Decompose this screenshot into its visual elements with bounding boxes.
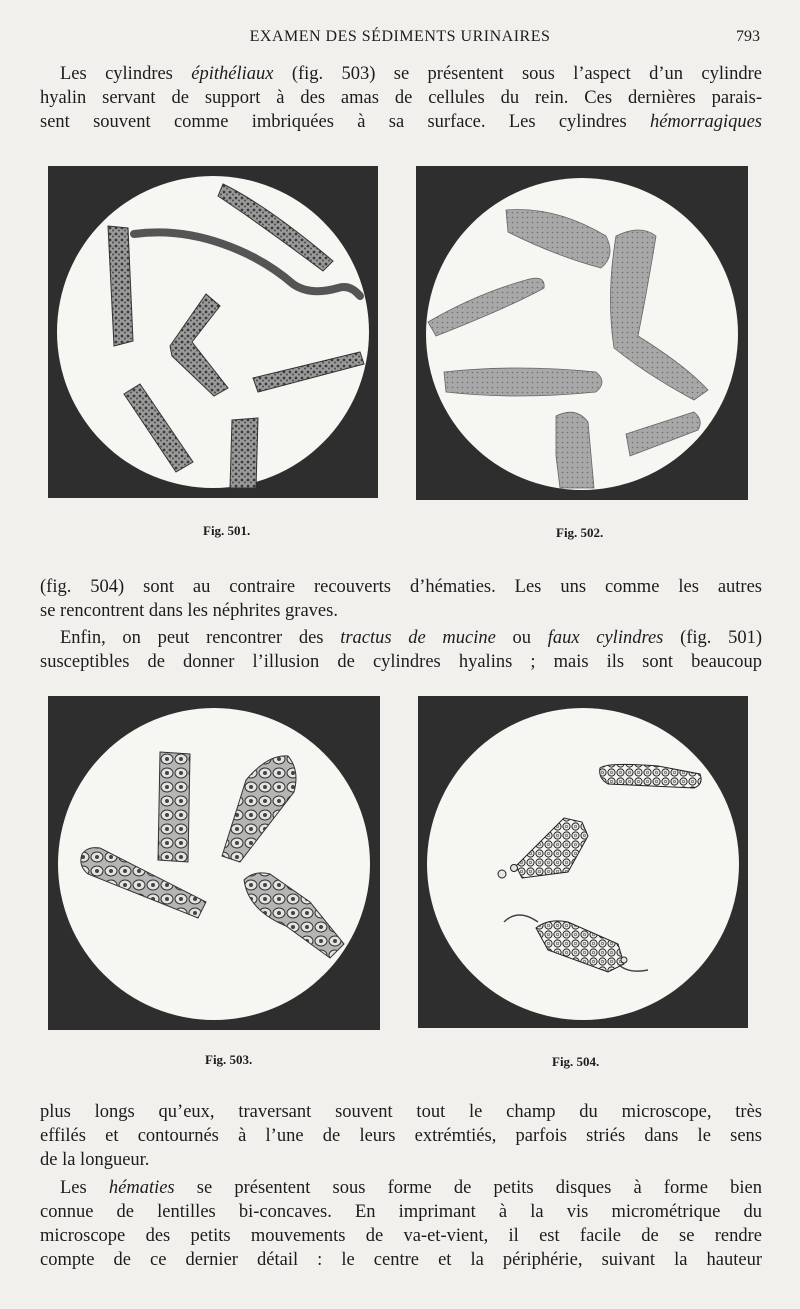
page-number: 793 [736,28,760,45]
paragraph-epithelial-casts [40,62,762,134]
text-line: Enfin, on peut rencontrer des tractus de mucine ou faux cylindres (fig. 501) [60,628,763,648]
text-line: (fig. 504) sont au contraire recouverts d’hématies. Les uns comme les autres [40,577,762,597]
microscope-field-mucin-tracts [48,166,378,498]
paragraph-mucin-tracts [40,626,762,674]
running-header [40,28,760,50]
text-line: hyalin servant de support à des amas de cellules du rein. Ces dernières parais- [40,88,762,108]
figure-caption-504: Fig. 504. [552,1054,600,1069]
header-title: EXAMEN DES SÉDIMENTS URINAIRES [249,28,551,45]
figure-504 [418,696,748,1028]
figure-caption-502: Fig. 502. [556,525,604,540]
figure-503 [48,696,380,1030]
text-line: connue de lentilles bi-concaves. En imprimant à la vis micrométrique du [40,1202,762,1222]
text-line: de la longueur. [40,1150,150,1170]
figure-502 [416,166,748,500]
figure-caption-503: Fig. 503. [205,1052,253,1067]
microscope-field-hematic-casts [418,696,748,1028]
text-line: plus longs qu’eux, traversant souvent tout le champ du microscope, très [40,1102,762,1122]
figure-501 [48,166,378,498]
text-line: Les cylindres épithéliaux (fig. 503) se présentent sous l’aspect d’un cylindre [60,64,762,84]
paragraph-mucin-description [40,1100,762,1172]
text-line: microscope des petits mouvements de va-et-vient, il est facile de se rendre [40,1226,762,1246]
microscope-field-epithelial-casts [48,696,380,1030]
text-line: se rencontrent dans les néphrites graves. [40,601,338,621]
microscope-field-hyaline-casts [416,166,748,500]
figure-caption-501: Fig. 501. [203,523,251,538]
paragraph-red-blood-cells [40,1176,762,1272]
text-line: susceptibles de donner l’illusion de cylindres hyalins ; mais ils sont beaucoup [40,652,762,672]
paragraph-hemorrhagic-casts [40,575,762,623]
text-line: compte de ce dernier détail : le centre et la périphérie, suivant la hauteur [40,1250,762,1270]
text-line: effilés et contournés à l’une de leurs extrémtiés, parfois striés dans le sens [40,1126,762,1146]
text-line: sent souvent comme imbriquées à sa surface. Les cylindres hémorragiques [40,112,762,132]
text-line: Les hématies se présentent sous forme de petits disques à forme bien [60,1178,762,1198]
